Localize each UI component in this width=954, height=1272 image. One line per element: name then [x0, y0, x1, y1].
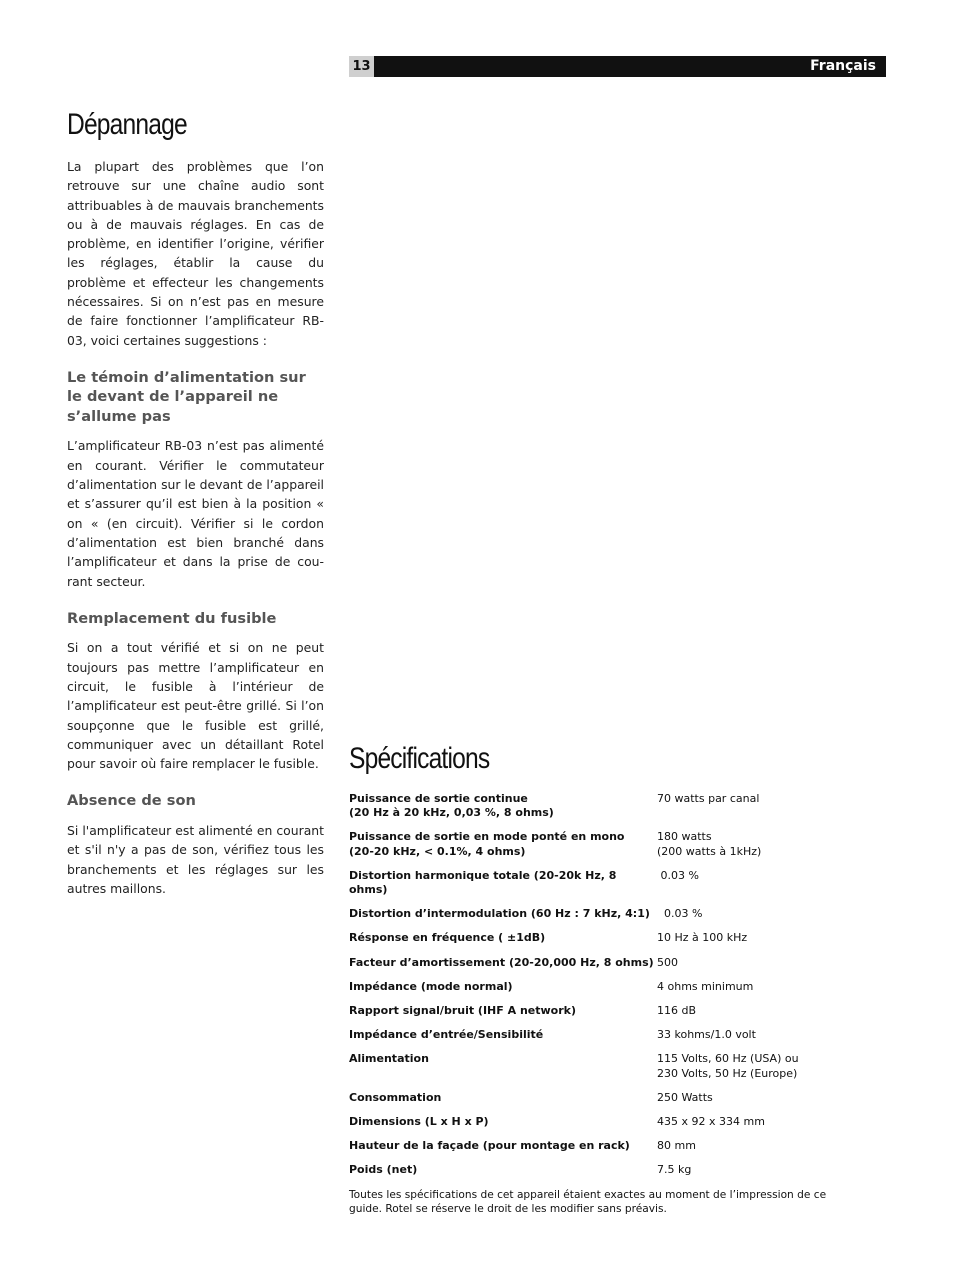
spec-row — [349, 830, 859, 858]
spec-row — [349, 931, 859, 945]
spec-row — [349, 907, 859, 921]
spec-value: 116 dB — [657, 1004, 697, 1018]
section-heading-no-sound: Absence de son — [67, 792, 196, 810]
spec-row — [349, 1004, 859, 1018]
language-label: Français — [810, 58, 876, 74]
spec-label: Consommation — [349, 1090, 442, 1104]
spec-value: 33 kohms/1.0 volt — [657, 1028, 756, 1042]
specifications-note: Toutes les spécifications de cet appareil étaient exactes au moment de l’impression de ce guide. Rotel se réserve le droit de les modifier sans préavis. — [349, 1188, 827, 1215]
spec-label: Résponse en fréquence ( ±1dB) — [349, 931, 546, 945]
spec-row — [349, 1091, 859, 1105]
spec-label: Impédance d’entrée/Sensibilité — [349, 1028, 544, 1042]
spec-row — [349, 1028, 859, 1042]
spec-value: 10 Hz à 100 kHz — [657, 931, 748, 945]
spec-row — [349, 1163, 859, 1177]
spec-row — [349, 956, 859, 970]
spec-value: 80 mm — [657, 1139, 696, 1153]
spec-row — [349, 1115, 859, 1129]
specifications-table — [349, 792, 859, 1226]
spec-row — [349, 1139, 859, 1153]
spec-label: Dimensions (L x H x P) — [349, 1115, 489, 1129]
depannage-intro: La plupart des problèmes que l’on retrouve sur une chaîne audio sont attribuables à de mauvais branchements ou à de mauvais réglages. En cas de problème, en identifier l’origine, vérifier les réglages, établir la cause du problème et effecteur les changements nécessaires. Si on n’est pas en mesure de faire fonctionner l’amplificateur RB-03, voici certaines suggestions : — [67, 159, 324, 348]
spec-value: 115 Volts, 60 Hz (USA) ou 230 Volts, 50 Hz (Europe) — [657, 1052, 799, 1080]
spec-value: 70 watts par canal — [657, 792, 760, 805]
spec-row — [349, 980, 859, 994]
section-text-power-light: L’amplificateur RB-03 n’est pas alimenté en courant. Vérifier le commutateur d’alimentation sur le devant de l’appareil et s’assurer qu’il est bien à la position « on « (en circuit). Vérifier si le cordon d’alimentation est bien branché dans l’amplificateur et dans la prise de cou-rant secteur. — [67, 438, 324, 589]
spec-label: Rapport signal/bruit (IHF A network) — [349, 1004, 576, 1018]
spec-row — [349, 869, 859, 897]
section-text-fuse: Si on a tout vérifié et si on ne peut toujours pas mettre l’amplificateur en circuit, le fusible à l’intérieur de l’amplificateur est peut-être grillé. Si l’on soupçonne que le fusible est grillé, communiquer avec un détaillant Rotel pour savoir où faire remplacer le fusible. — [67, 640, 324, 772]
spec-label: Facteur d’amortissement (20-20,000 Hz, 8 ohms) — [349, 955, 654, 969]
spec-value: 7.5 kg — [657, 1163, 692, 1177]
page-number: 13 — [349, 56, 374, 77]
spec-label: Distortion d’intermodulation (60 Hz : 7 kHz, 4:1) — [349, 907, 650, 921]
spec-value: 250 Watts — [657, 1090, 713, 1104]
spec-label: Poids (net) — [349, 1163, 418, 1177]
section-heading-fuse: Remplacement du fusible — [67, 609, 277, 627]
section-text-no-sound: Si l'amplificateur est alimenté en courant et s'il n'y a pas de son, vérifiez tous les branchements et les réglages sur les autres maillons. — [67, 822, 324, 896]
spec-row — [349, 792, 859, 820]
spec-value: 180 watts (200 watts à 1kHz) — [657, 830, 762, 858]
spec-label: Alimentation — [349, 1052, 429, 1066]
spec-label: Puissance de sortie continue (20 Hz à 20 kHz, 0,03 %, 8 ohms) — [349, 792, 554, 820]
spec-value: 0.03 % — [657, 868, 699, 882]
specifications-title: Spécifications — [349, 742, 490, 775]
spec-label: Impédance (mode normal) — [349, 979, 513, 993]
depannage-title: Dépannage — [67, 108, 187, 141]
spec-value: 0.03 % — [657, 907, 703, 921]
section-heading-power-light: Le témoin d’alimentation sur le devant de l’appareil ne s’allume pas — [67, 368, 306, 425]
spec-value: 4 ohms minimum — [657, 979, 754, 993]
spec-row — [349, 1052, 859, 1080]
spec-label: Puissance de sortie en mode ponté en mono (20-20 kHz, < 0.1%, 4 ohms) — [349, 830, 625, 858]
page-header-bar — [349, 56, 886, 77]
spec-value: 500 — [657, 955, 678, 969]
spec-label: Distortion harmonique totale (20-20k Hz, 8 ohms) — [349, 868, 617, 897]
depannage-column — [67, 157, 324, 898]
spec-label: Hauteur de la façade (pour montage en rack) — [349, 1139, 630, 1153]
spec-value: 435 x 92 x 334 mm — [657, 1115, 765, 1129]
